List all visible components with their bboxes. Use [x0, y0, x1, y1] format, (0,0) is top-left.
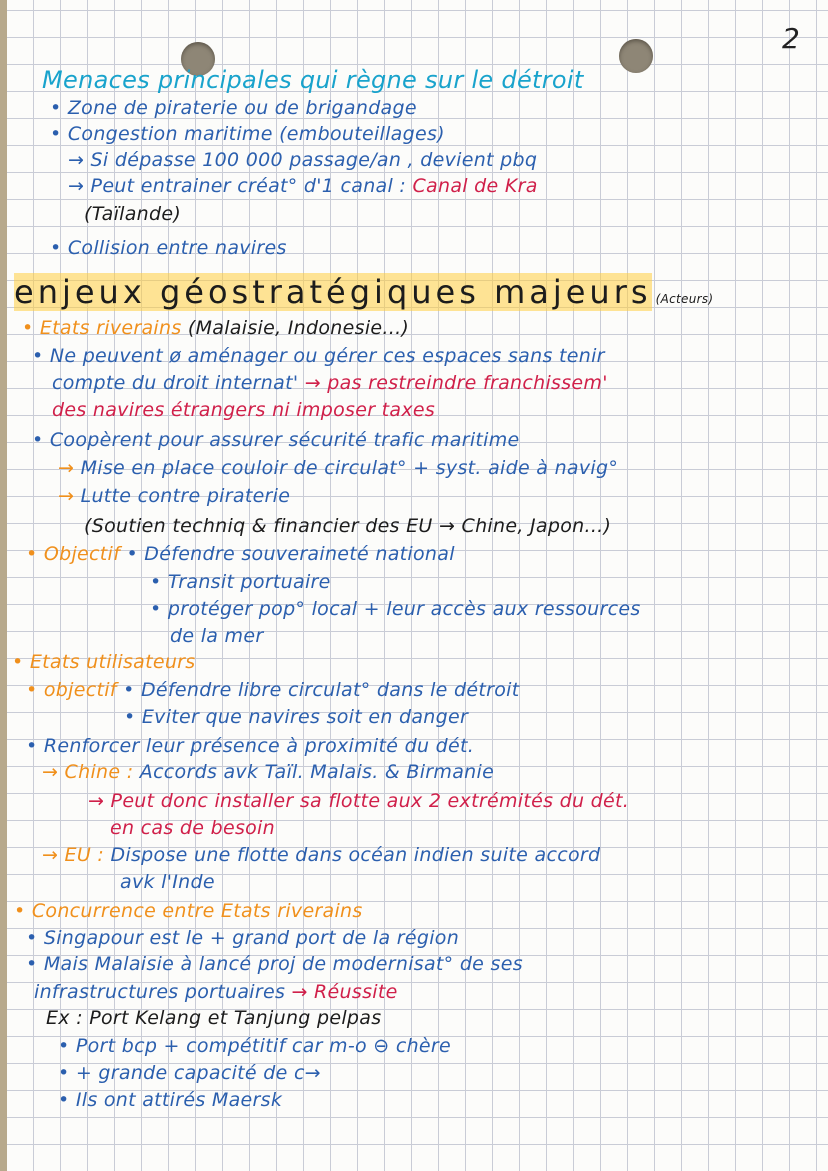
note-text: avk l'Inde	[120, 871, 215, 893]
note-text: → Peut donc installer sa flotte aux 2 extrémités du dét.	[88, 790, 630, 812]
note-text: • + grande capacité de c→	[58, 1062, 321, 1084]
note-text: • Concurrence entre Etats riverains	[14, 900, 363, 922]
note-text: • Collision entre navires	[50, 237, 287, 259]
note-text: • Renforcer leur présence à proximité du dét.	[26, 735, 475, 757]
note-text: en cas de besoin	[110, 817, 275, 839]
note-line	[42, 760, 494, 784]
note-text: de la mer	[170, 625, 264, 647]
note-text: → pas restreindre franchissem'	[304, 372, 608, 394]
note-line	[88, 789, 629, 813]
note-text: • Défendre souveraineté national	[126, 543, 455, 565]
page-edge	[0, 0, 7, 1171]
note-text: → Réussite	[291, 981, 398, 1003]
note-text: • Singapour est le + grand port de la région	[26, 927, 460, 949]
note-line	[26, 926, 459, 950]
note-line	[34, 980, 398, 1004]
note-line	[52, 398, 435, 422]
note-text: • Eviter que navires soit en danger	[124, 706, 469, 728]
note-line	[26, 952, 523, 976]
note-line	[42, 843, 600, 867]
note-line	[124, 705, 468, 729]
note-line	[50, 236, 287, 260]
note-text: • Etats utilisateurs	[12, 651, 196, 673]
note-line	[120, 870, 215, 894]
note-line	[150, 597, 641, 621]
page-number: 2	[782, 22, 800, 55]
note-line	[22, 316, 409, 340]
note-text: • Port bcp + compétitif car m-o ⊖ chère	[58, 1035, 452, 1057]
note-text: Canal de Kra	[412, 175, 538, 197]
note-line	[58, 456, 618, 480]
note-text: • Etats riverains	[22, 317, 182, 339]
note-text: → EU :	[42, 844, 111, 866]
note-text: →	[58, 457, 81, 479]
note-text: • Congestion maritime (embouteillages)	[50, 123, 445, 145]
note-text: • objectif	[26, 679, 124, 701]
note-text: infrastructures portuaires	[34, 981, 292, 1003]
note-line	[32, 344, 605, 368]
note-line	[84, 202, 181, 226]
note-line	[68, 174, 538, 198]
main-heading	[14, 273, 714, 311]
note-line	[26, 734, 474, 758]
note-text: • protéger pop° local + leur accès aux ressources	[150, 598, 641, 620]
note-line	[68, 148, 537, 172]
note-text: (Taïlande)	[84, 203, 182, 225]
note-text: • Ne peuvent ø aménager ou gérer ces espaces sans tenir	[32, 345, 605, 367]
note-text: compte du droit internat'	[52, 372, 305, 394]
note-text: • Zone de piraterie ou de brigandage	[50, 97, 417, 119]
note-line	[58, 1061, 321, 1085]
note-line	[110, 816, 275, 840]
note-text: (Acteurs)	[651, 292, 714, 306]
note-text: (Soutien techniq & financier des EU → Chine, Japon...)	[84, 515, 612, 537]
note-text: → Chine :	[42, 761, 140, 783]
note-line	[50, 96, 417, 120]
note-text: Accords avk Taïl. Malais. & Birmanie	[139, 761, 495, 783]
note-line	[84, 514, 611, 538]
note-text: • Défendre libre circulat° dans le détroit	[123, 679, 520, 701]
note-text: (Malaisie, Indonesie...)	[181, 317, 410, 339]
note-line	[58, 1088, 282, 1112]
note-text: → Peut entrainer créat° d'1 canal :	[68, 175, 413, 197]
note-line	[12, 650, 196, 674]
note-line	[26, 542, 455, 566]
note-text: Mise en place couloir de circulat° + syst. aide à navig°	[80, 457, 619, 479]
note-line	[58, 484, 290, 508]
section-title	[42, 68, 584, 92]
note-text: Dispose une flotte dans océan indien suite accord	[110, 844, 601, 866]
note-line	[50, 122, 445, 146]
note-line	[46, 1006, 381, 1030]
note-text: • Coopèrent pour assurer sécurité trafic maritime	[32, 429, 520, 451]
note-text: Menaces principales qui règne sur le détroit	[42, 66, 584, 94]
binder-hole-right	[619, 39, 653, 73]
note-text: • Transit portuaire	[150, 571, 331, 593]
note-text: des navires étrangers ni imposer taxes	[52, 399, 436, 421]
note-line	[150, 570, 331, 594]
note-line	[14, 899, 363, 923]
note-line	[52, 371, 608, 395]
note-text: →	[58, 485, 81, 507]
note-line	[32, 428, 520, 452]
note-text: • Ils ont attirés Maersk	[58, 1089, 283, 1111]
note-line	[58, 1034, 451, 1058]
note-text: Lutte contre piraterie	[80, 485, 291, 507]
note-text: • Mais Malaisie à lancé proj de modernisat° de ses	[26, 953, 523, 975]
note-text: • Objectif	[26, 543, 127, 565]
note-line	[26, 678, 519, 702]
note-text: Ex : Port Kelang et Tanjung pelpas	[46, 1007, 382, 1029]
note-text: → Si dépasse 100 000 passage/an , devient pbq	[68, 149, 538, 171]
note-text: enjeux géostratégiques majeurs	[14, 273, 652, 311]
note-line	[170, 624, 263, 648]
